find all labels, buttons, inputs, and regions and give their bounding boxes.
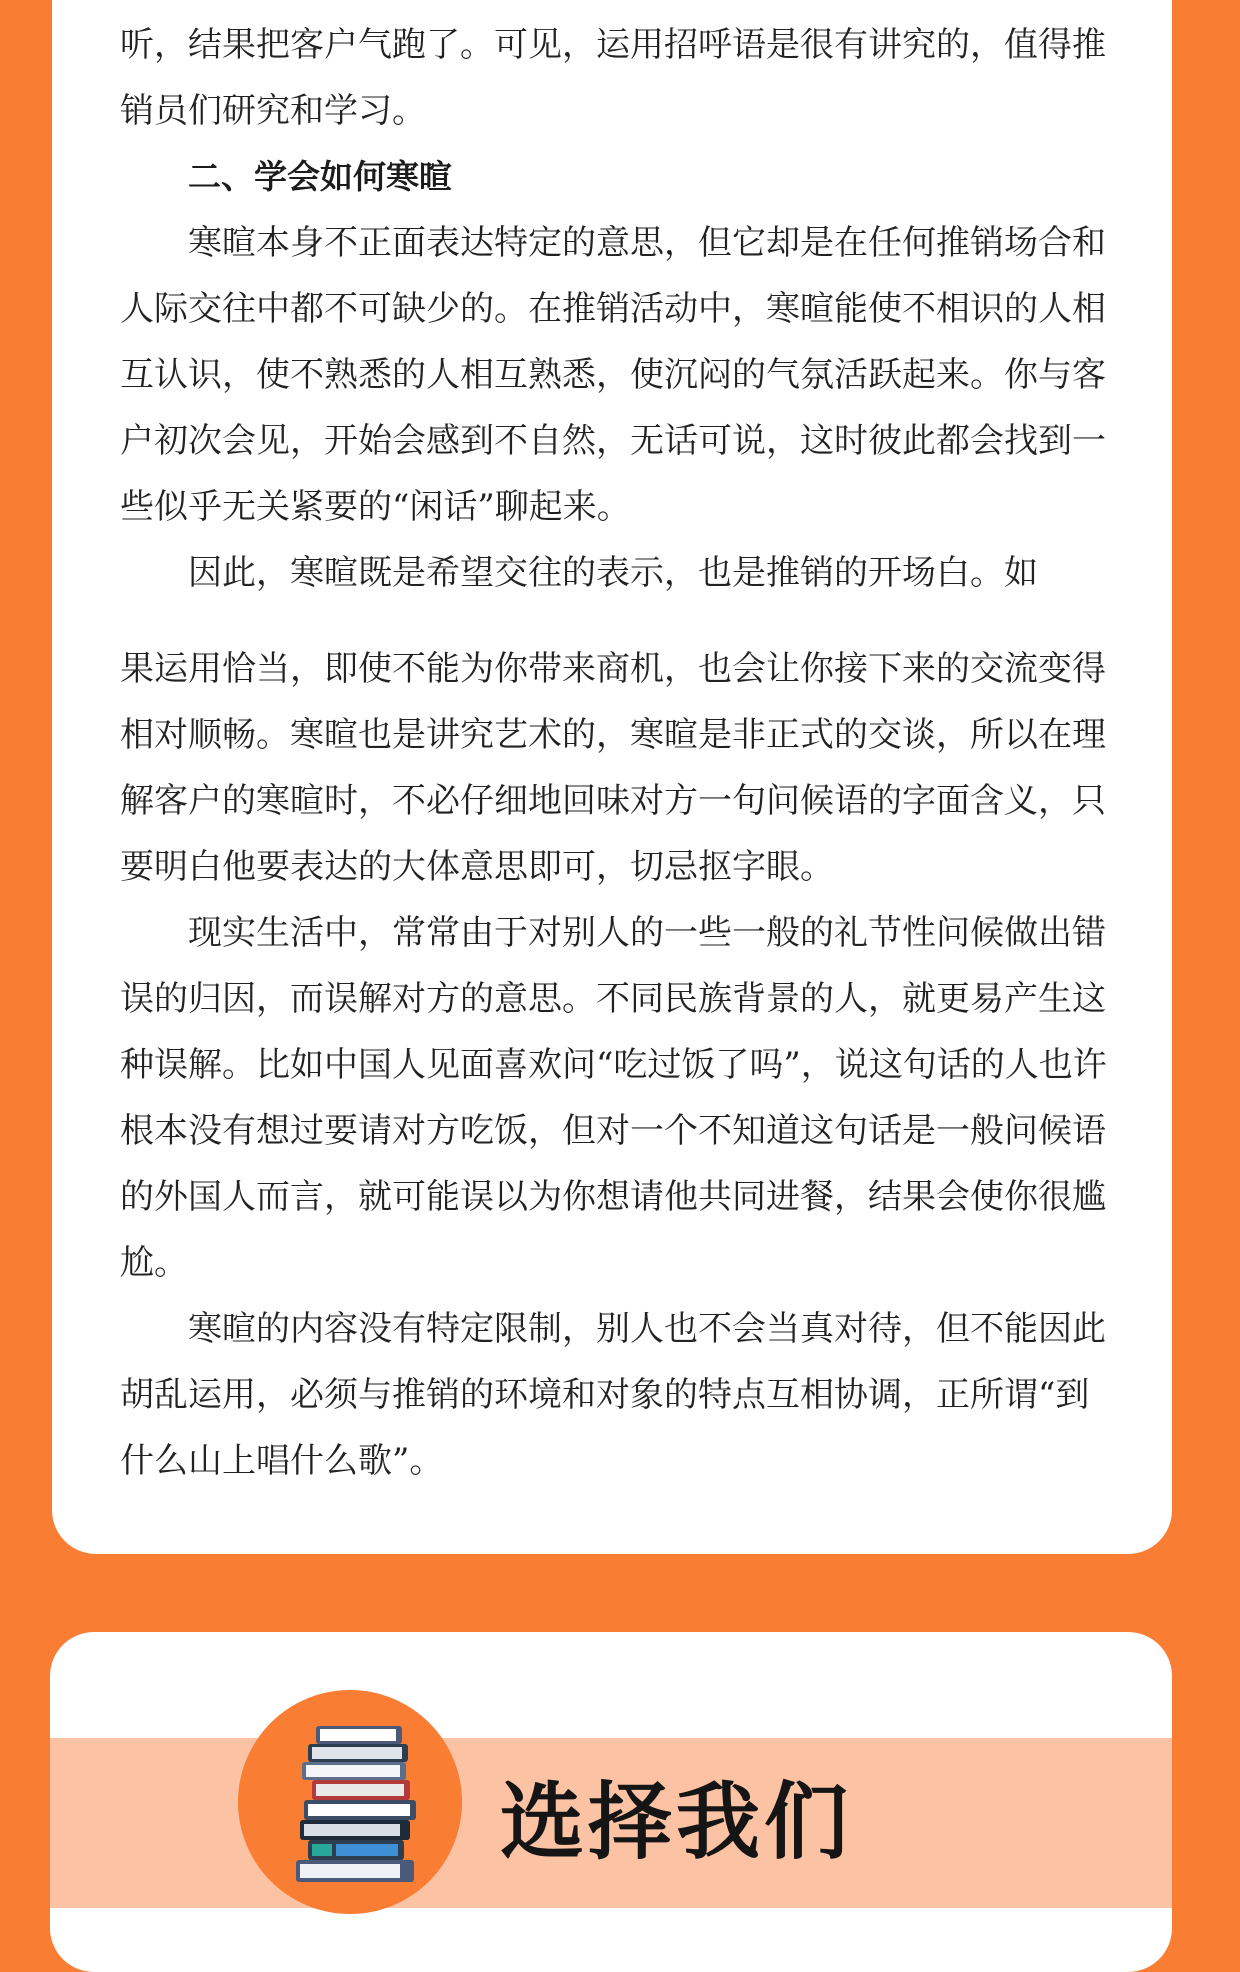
paragraph: 寒暄本身不正面表达特定的意思，但它却是在任何推销场合和人际交往中都不可缺少的。在推销活动中，寒暄能使不相识的人相互认识，使不熟悉的人相互熟悉，使沉闷的气氛活跃起来。你与客户初次会见，开始会感到不自然，无话可说，这时彼此都会找到一些似乎无关紧要的“闲话”聊起来。 <box>120 223 1106 527</box>
paragraph: 现实生活中，常常由于对别人的一些一般的礼节性问候做出错误的归因，而误解对方的意思。不同民族背景的人，就更易产生这种误解。比如中国人见面喜欢问“吃过饭了吗”，说这句话的人也许根本没有想过要请对方吃饭，但对一个不知道这句话是一般问候语的外国人而言，就可能误以为你想请他共同进餐，结果会使你很尴尬。 <box>120 913 1107 1283</box>
paragraph: 因此，寒暄既是希望交往的表示，也是推销的开场白。如 <box>188 553 1038 593</box>
paragraph-continued: 果运用恰当，即使不能为你带来商机，也会让你接下来的交流变得相对顺畅。寒暄也是讲究艺术的，寒暄是非正式的交谈，所以在理解客户的寒暄时，不必仔细地回味对方一句问候语的字面含义，只要明白他要表达的大体意思即可，切忌抠字眼。 <box>120 649 1106 887</box>
books-stack-icon <box>238 1690 462 1914</box>
promo-card <box>50 1632 1172 1972</box>
article-card <box>52 0 1172 1554</box>
paragraph-continued: 听，结果把客户气跑了。可见，运用招呼语是很有讲究的，值得推销员们研究和学习。 <box>120 25 1106 131</box>
section-heading: 二、学会如何寒暄 <box>188 157 452 196</box>
article-body <box>120 12 1110 1494</box>
promo-title: 选择我们 <box>500 1773 853 1871</box>
paragraph: 寒暄的内容没有特定限制，别人也不会当真对待，但不能因此胡乱运用，必须与推销的环境和对象的特点互相协调，正所谓“到什么山上唱什么歌”。 <box>120 1309 1106 1481</box>
